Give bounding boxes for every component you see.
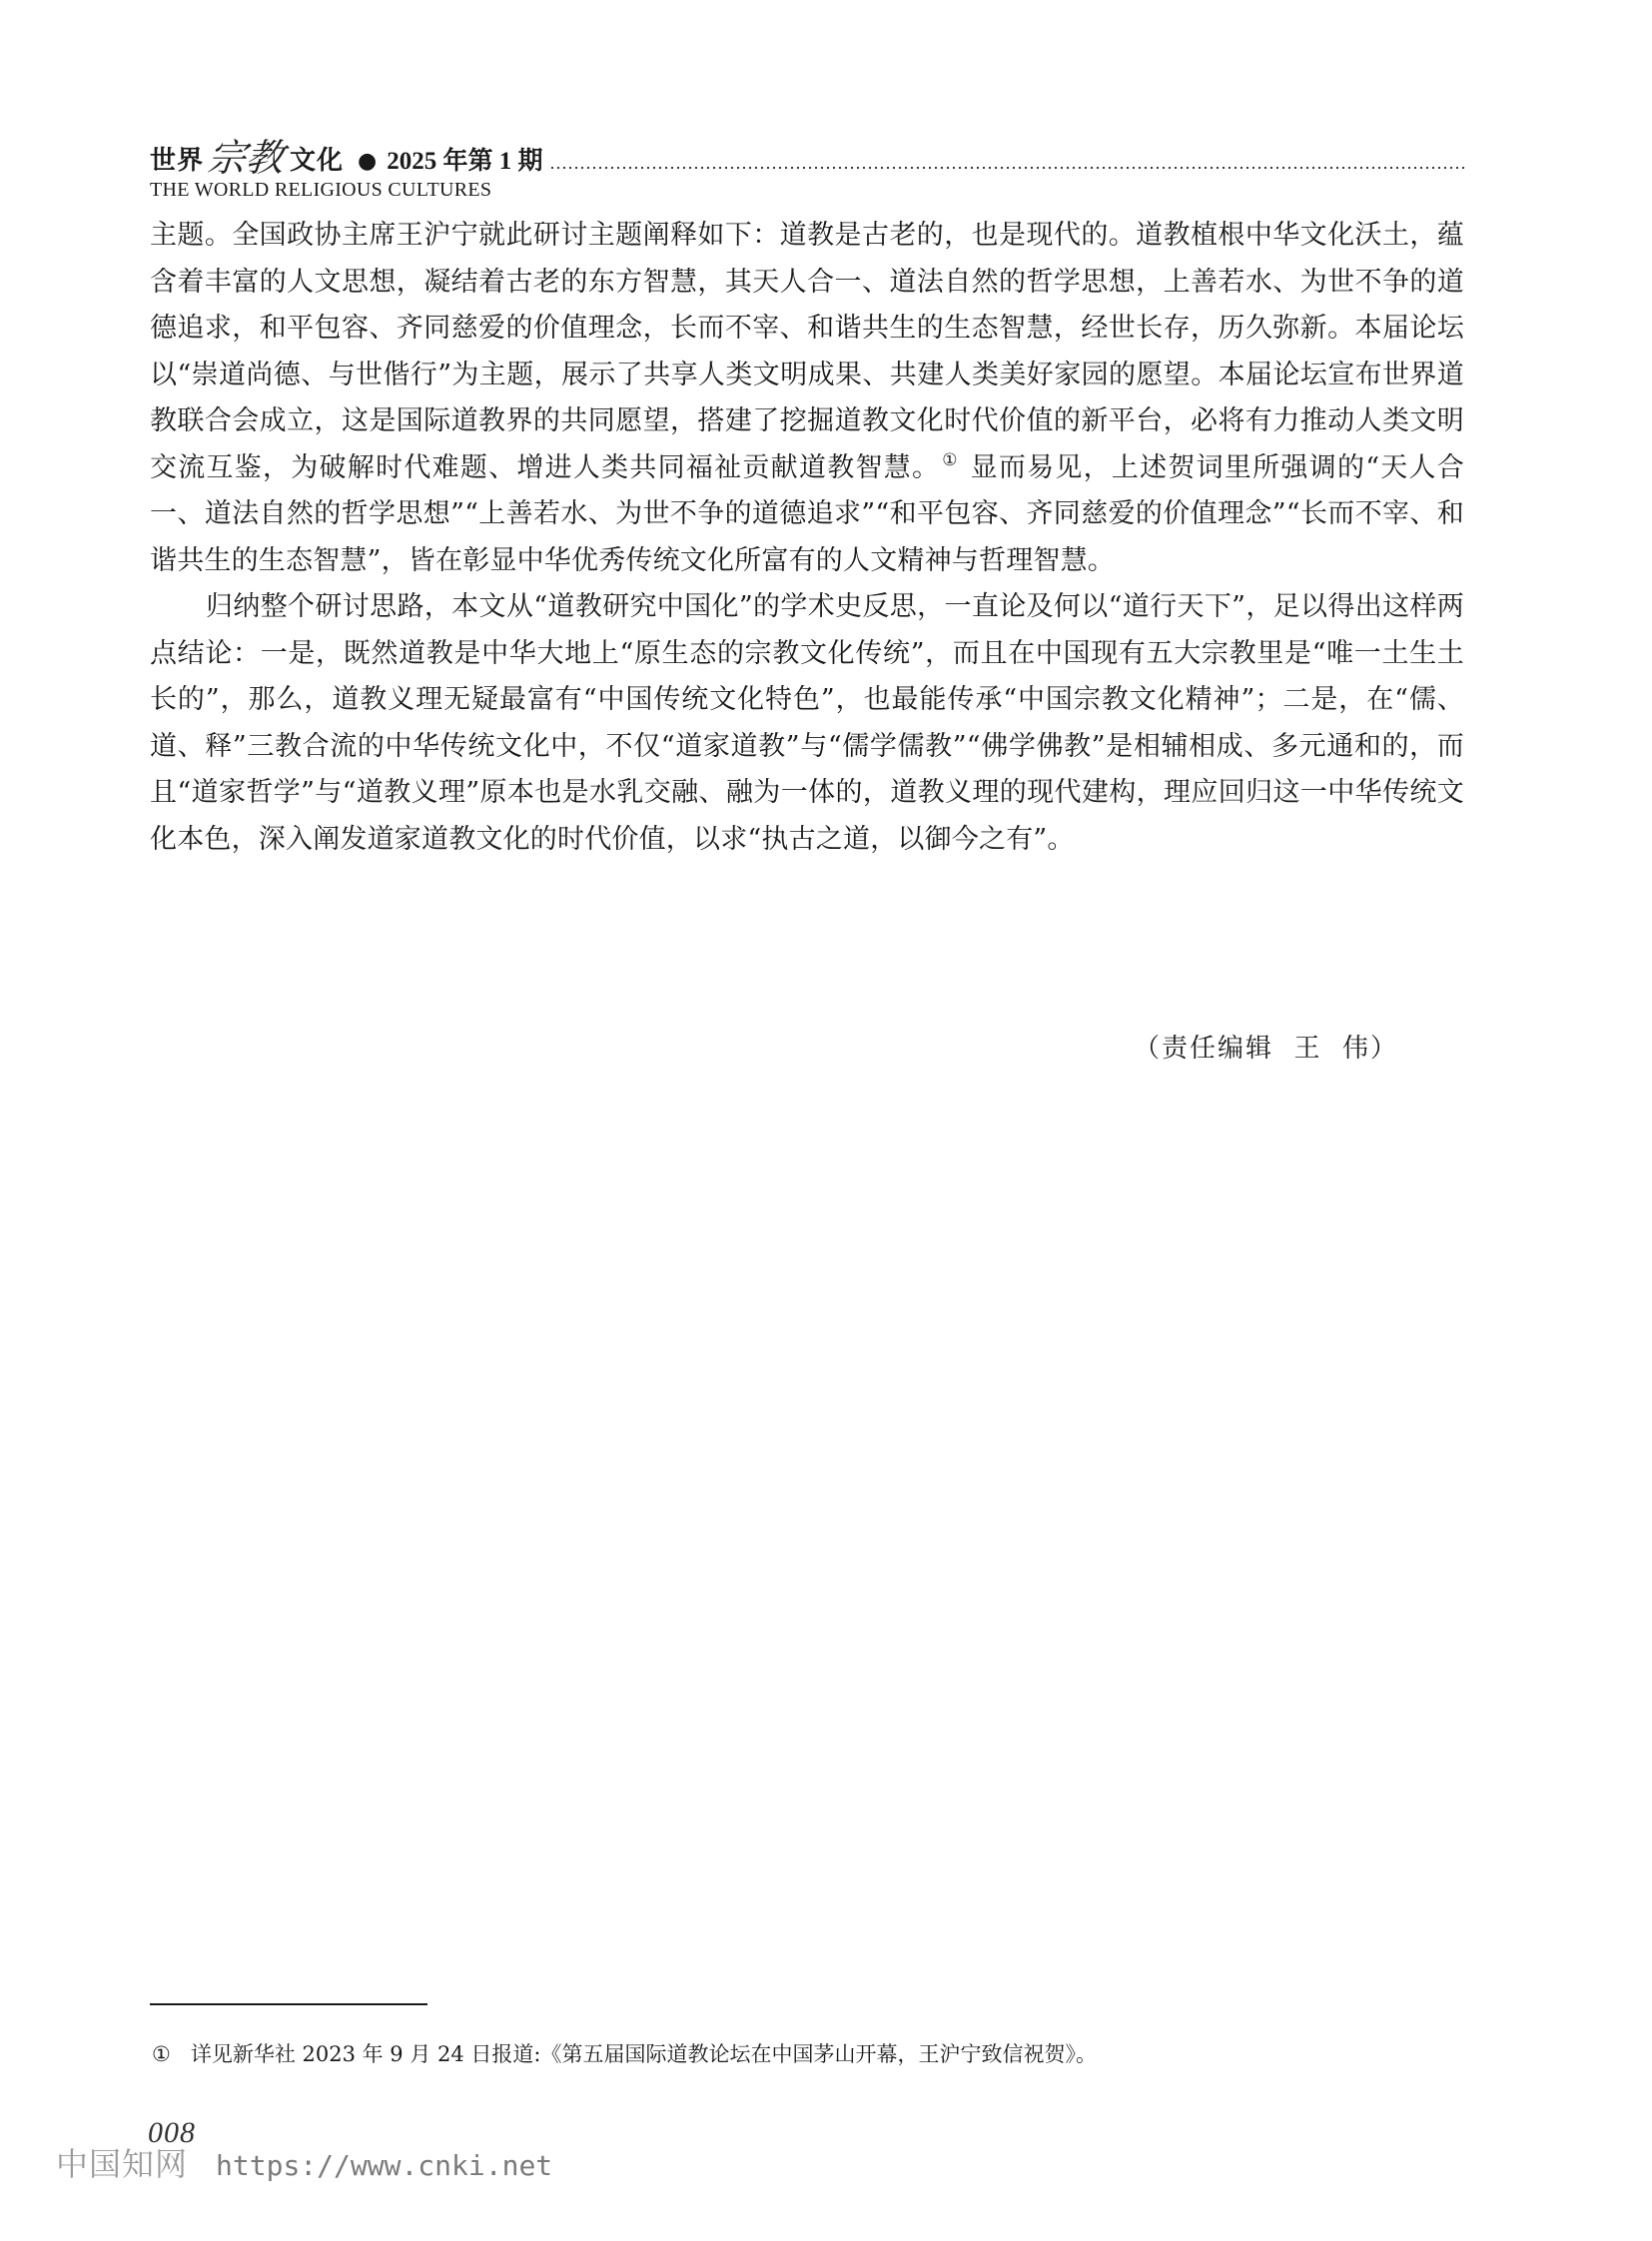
journal-english-title: THE WORLD RELIGIOUS CULTURES <box>150 179 492 201</box>
journal-title-part2: 宗教 <box>205 136 287 180</box>
paragraph-1-text-b: 显而易见，上述贺词里所强调的“天人合一、道法自然的哲学思想”“上善若水、为世不争的道德追求”“和平包容、齐同慈爱的价值理念”“长而不宰、和谐共生的生态智慧”，皆在彰显中华优秀传统文化所富有的人文精神与哲理智慧。 <box>150 451 1464 576</box>
running-header <box>150 138 1466 202</box>
footnote-mark: ① <box>152 2042 171 2066</box>
journal-title-part1: 世界 <box>150 146 205 176</box>
footnote-reference[interactable]: ① <box>942 449 959 470</box>
header-dot-leader <box>549 166 1466 170</box>
cnki-url[interactable]: https://www.cnki.net <box>216 2149 553 2182</box>
header-bullet: ● <box>358 149 378 174</box>
footnote-text: 详见新华社 2023 年 9 月 24 日报道:《第五届国际道教论坛在中国茅山开幕，王沪宁致信祝贺》。 <box>190 2042 1097 2066</box>
cnki-logo: 中国知网 <box>56 2145 189 2183</box>
issue-label: 2025 年第 1 期 <box>387 148 543 175</box>
header-row <box>150 138 1466 178</box>
footnote-rule <box>150 2003 427 2005</box>
paragraph-1-text-a: 主题。全国政协主席王沪宁就此研讨主题阐释如下：道教是古老的，也是现代的。道教植根中华文化沃土，蕴含着丰富的人文思想，凝结着古老的东方智慧，其天人合一、道法自然的哲学思想，上善若水、为世不争的道德追求，和平包容、齐同慈爱的价值理念，长而不宰、和谐共生的生态智慧，经世长存，历久弥新。本届论坛以“崇道尚德、与世偕行”为主题，展示了共享人类文明成果、共建人类美好家园的愿望。本届论坛宣布世界道教联合会成立，这是国际道教界的共同愿望，搭建了挖掘道教文化时代价值的新平台，必将有力推动人类文明交流互鉴，为破解时代难题、增进人类共同福祉贡献道教智慧。 <box>150 220 1464 483</box>
paragraph-1 <box>150 213 1464 584</box>
cnki-watermark <box>56 2139 552 2185</box>
footnote <box>152 2039 1450 2069</box>
responsible-editor: （责任编辑 王 伟） <box>1133 1034 1398 1064</box>
journal-title <box>150 138 344 178</box>
paragraph-2: 归纳整个研讨思路，本文从“道教研究中国化”的学术史反思，一直论及何以“道行天下”，足以得出这样两点结论：一是，既然道教是中华大地上“原生态的宗教文化传统”，而且在中国现有五大宗教里是“唯一土生土长的”，那么，道教义理无疑最富有“中国传统文化特色”，也最能传承“中国宗教文化精神”；二是，在“儒、道、释”三教合流的中华传统文化中，不仅“道家道教”与“儒学儒教”“佛学佛教”是相辅相成、多元通和的，而且“道家哲学”与“道教义理”原本也是水乳交融、融为一体的，道教义理的现代建构，理应回归这一中华传统文化本色，深入阐发道家道教文化的时代价值，以求“执古之道，以御今之有”。 <box>150 591 1464 855</box>
journal-title-part3: 文化 <box>290 146 345 176</box>
article-body <box>150 213 1464 863</box>
page-number: 008 <box>148 2116 196 2149</box>
